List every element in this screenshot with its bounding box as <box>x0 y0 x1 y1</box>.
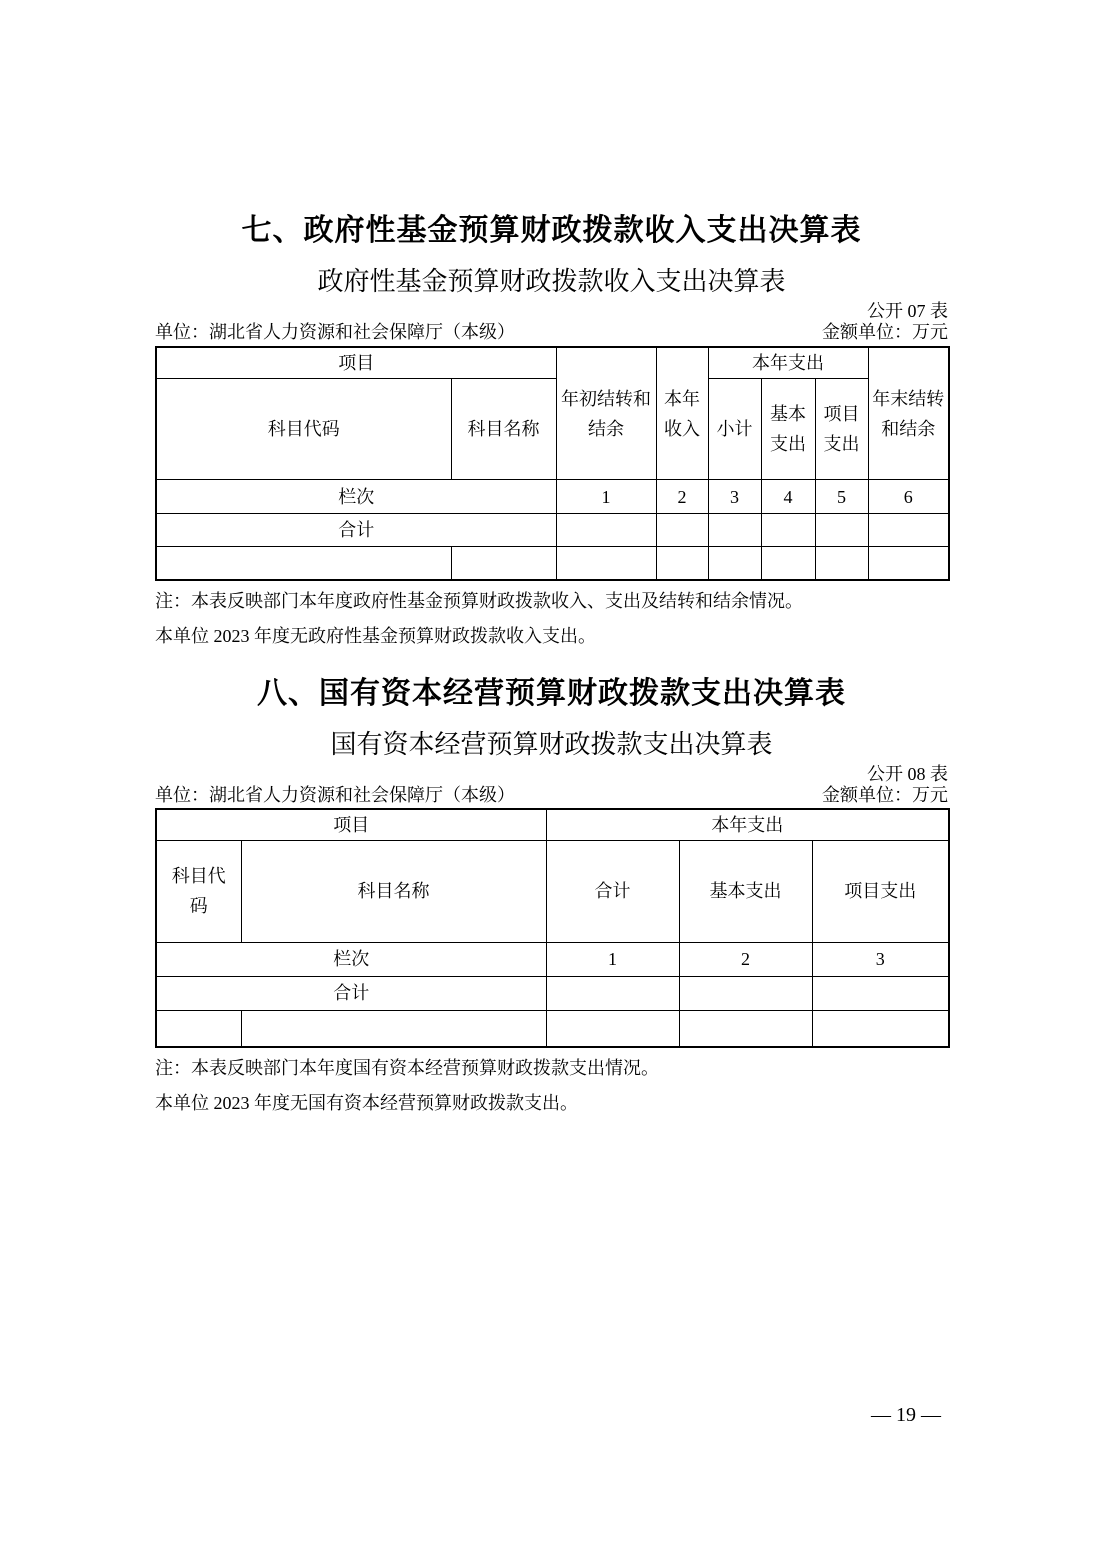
value-cell <box>546 976 679 1010</box>
table08-amount-unit-label: 金额单位：万元 <box>822 784 948 805</box>
header-cell-subject-code: 科目代码 <box>156 840 241 942</box>
header-cell-subject-name: 科目名称 <box>241 840 546 942</box>
rank-cell: 1 <box>556 480 656 514</box>
value-cell <box>868 547 949 580</box>
section8-heading: 八、国有资本经营预算财政拨款支出决算表 <box>257 676 846 710</box>
table07-form-code: 公开 07 表 <box>867 301 948 321</box>
header-cell-current-year-income: 本年收入 <box>656 347 708 480</box>
rank-row <box>156 942 949 976</box>
total-row <box>156 976 949 1010</box>
rank-cell: 3 <box>812 942 949 976</box>
header-cell-project-expenditure: 项目支出 <box>815 379 868 480</box>
total-label-cell: 合计 <box>156 976 546 1010</box>
rank-cell: 5 <box>815 480 868 514</box>
header-cell-project-expenditure: 项目支出 <box>812 840 949 942</box>
subject-code-cell <box>156 547 451 580</box>
table08-statement: 本单位 2023 年度无国有资本经营预算财政拨款支出。 <box>155 1093 578 1113</box>
header-cell-opening-carryover: 年初结转和结余 <box>556 347 656 480</box>
rank-row <box>156 480 949 514</box>
table08-title: 国有资本经营预算财政拨款支出决算表 <box>330 729 773 759</box>
header-cell-total: 合计 <box>546 840 679 942</box>
table-row <box>156 547 949 580</box>
value-cell <box>556 547 656 580</box>
table08-form-code: 公开 08 表 <box>867 763 948 784</box>
rank-cell: 2 <box>679 942 812 976</box>
table-row <box>156 1010 949 1047</box>
header-cell-current-year-expenditure: 本年支出 <box>708 347 868 379</box>
table08-note: 注：本表反映部门本年度国有资本经营预算财政拨款支出情况。 <box>155 1058 659 1078</box>
rank-cell: 6 <box>868 480 949 514</box>
total-row <box>156 514 949 547</box>
table08-meta-row <box>155 784 948 806</box>
rank-label-cell: 栏次 <box>156 942 546 976</box>
table07-amount-unit-label: 金额单位：万元 <box>822 322 948 342</box>
value-cell <box>761 514 815 547</box>
section7-heading: 七、政府性基金预算财政拨款收入支出决算表 <box>241 214 862 247</box>
value-cell <box>761 547 815 580</box>
page-number: — 19 — <box>871 1404 941 1426</box>
header-cell-subject-code: 科目代码 <box>156 379 451 480</box>
header-cell-yearend-carryover: 年末结转和结余 <box>868 347 949 480</box>
subject-code-cell <box>156 1010 241 1047</box>
total-label-cell: 合计 <box>156 514 556 547</box>
value-cell <box>868 514 949 547</box>
table08-unit-label: 单位：湖北省人力资源和社会保障厅（本级） <box>155 784 515 805</box>
rank-cell: 1 <box>546 942 679 976</box>
rank-cell: 3 <box>708 480 761 514</box>
subject-name-cell <box>241 1010 546 1047</box>
header-cell-project: 项目 <box>156 347 556 379</box>
value-cell <box>812 976 949 1010</box>
table07-unit-label: 单位：湖北省人力资源和社会保障厅（本级） <box>155 322 515 342</box>
value-cell <box>556 514 656 547</box>
header-cell-project: 项目 <box>156 809 546 841</box>
table07-title: 政府性基金预算财政拨款收入支出决算表 <box>317 267 786 296</box>
table07-note: 注：本表反映部门本年度政府性基金预算财政拨款收入、支出及结转和结余情况。 <box>155 590 803 611</box>
table07 <box>155 346 950 581</box>
value-cell <box>656 547 708 580</box>
subject-name-cell <box>451 547 556 580</box>
header-cell-current-year-expenditure: 本年支出 <box>546 809 949 841</box>
value-cell <box>679 976 812 1010</box>
value-cell <box>708 514 761 547</box>
value-cell <box>815 547 868 580</box>
header-cell-subject-name: 科目名称 <box>451 379 556 480</box>
value-cell <box>708 547 761 580</box>
value-cell <box>815 514 868 547</box>
rank-label-cell: 栏次 <box>156 480 556 514</box>
table07-statement: 本单位 2023 年度无政府性基金预算财政拨款收入支出。 <box>155 625 596 646</box>
header-cell-basic-expenditure: 基本支出 <box>761 379 815 480</box>
header-cell-subtotal: 小计 <box>708 379 761 480</box>
table08 <box>155 808 950 1049</box>
header-cell-basic-expenditure: 基本支出 <box>679 840 812 942</box>
rank-cell: 2 <box>656 480 708 514</box>
value-cell <box>546 1010 679 1047</box>
rank-cell: 4 <box>761 480 815 514</box>
value-cell <box>812 1010 949 1047</box>
value-cell <box>679 1010 812 1047</box>
table07-meta-row <box>155 321 948 343</box>
value-cell <box>656 514 708 547</box>
document-page <box>155 0 948 1113</box>
